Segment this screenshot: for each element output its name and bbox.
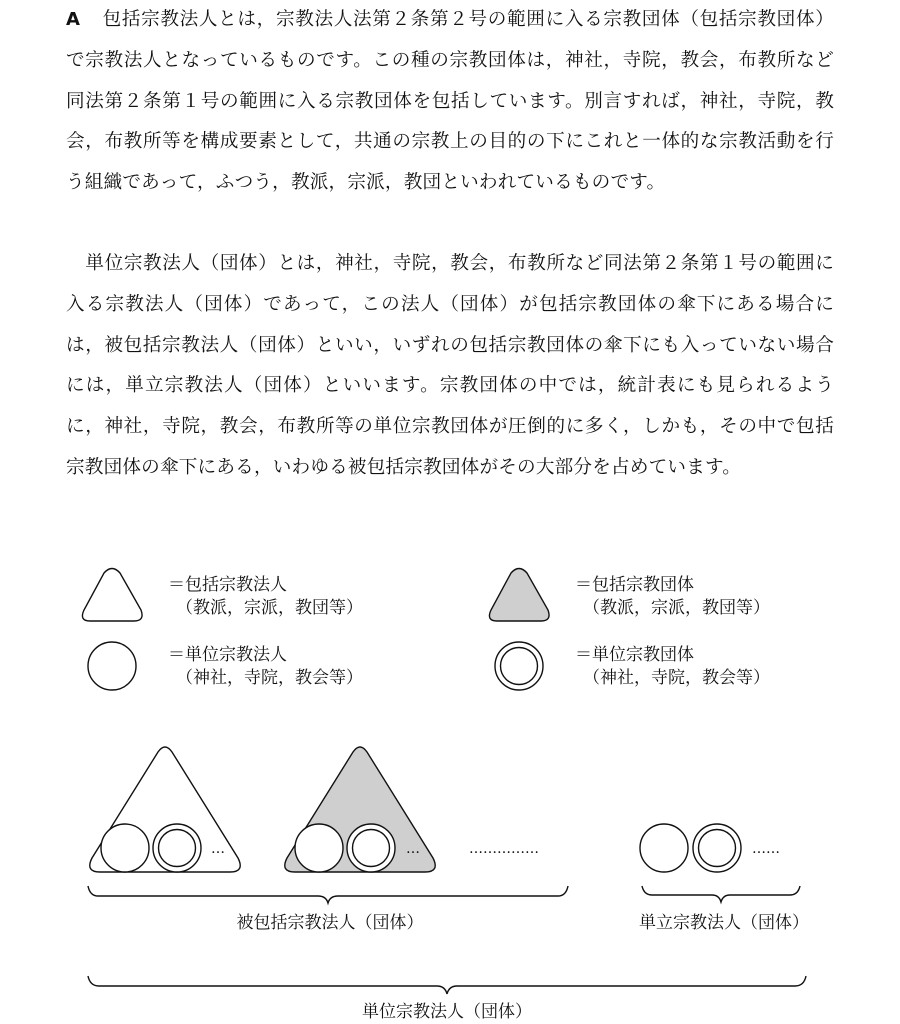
- brace-tani: [88, 976, 806, 994]
- legend-double-circle-label: ＝単位宗教団体: [575, 645, 694, 665]
- brace-hihokatsu-label: 被包括宗教法人（団体）: [236, 913, 424, 933]
- double-circle-icon: [693, 824, 741, 872]
- ellipsis-long: ……………: [469, 841, 539, 857]
- ellipsis: …: [211, 841, 225, 857]
- brace-hihokatsu: [88, 886, 568, 903]
- legend-open-triangle-sub: （教派，宗派，教団等）: [176, 598, 363, 618]
- brace-tanritsu-label: 単立宗教法人（団体）: [639, 913, 809, 933]
- paragraph-b-text: 単位宗教法人（団体）とは，神社，寺院，教会，布教所など同法第２条第１号の範囲に入る宗教法人（団体）であって，この法人（団体）が包括宗教団体の傘下にある場合には，被包括宗教法人（団体）といい，いずれの包括宗教団体の傘下にも入っていない場合には，単立宗教法人（団体）といいます。宗教団体の中では，統計表にも見られるように，神社，寺院，教会，布教所等の単位宗教団体が圧倒的に多く，しかも，その中で包括宗教団体の傘下にある，いわゆる被包括宗教団体がその大部分を占めています。: [66, 253, 834, 478]
- single-circle-icon: [295, 824, 343, 872]
- single-circle-icon: [640, 824, 688, 872]
- legend-filled-triangle-label: ＝包括宗教団体: [575, 575, 694, 595]
- brace-tanritsu: [642, 886, 800, 902]
- single-circle-icon: [101, 824, 149, 872]
- double-circle-icon: [347, 824, 395, 872]
- legend-open-triangle-label: ＝包括宗教法人: [168, 575, 287, 595]
- paragraph-a-text: 包括宗教法人とは，宗教法人法第２条第２号の範囲に入る宗教団体（包括宗教団体）で宗教法人となっているものです。この種の宗教団体は，神社，寺院，教会，布教所など同法第２条第１号の範囲に入る宗教団体を包括しています。別言すれば，神社，寺院，教会，布教所等を構成要素として，共通の宗教上の目的の下にこれと一体的な宗教活動を行う組織であって，ふつう，教派，宗派，教団といわれているものです。: [66, 9, 834, 194]
- legend-open-triangle-icon: [82, 569, 142, 622]
- double-circle-icon: [153, 824, 201, 872]
- legend-filled-triangle-icon: [489, 569, 549, 622]
- legend-single-circle-sub: （神社，寺院，教会等）: [176, 668, 363, 688]
- ellipsis: …: [406, 841, 420, 857]
- ellipsis-mid: ……: [752, 841, 780, 857]
- brace-tani-label: 単位宗教法人（団体）: [362, 1002, 532, 1022]
- legend-single-circle-icon: [88, 642, 136, 690]
- legend-filled-triangle-sub: （教派，宗派，教団等）: [583, 598, 770, 618]
- legend-double-circle-sub: （神社，寺院，教会等）: [583, 668, 770, 688]
- legend-single-circle-label: ＝単位宗教法人: [168, 645, 287, 665]
- section-label: A: [66, 9, 81, 30]
- legend-double-circle-icon: [495, 642, 543, 690]
